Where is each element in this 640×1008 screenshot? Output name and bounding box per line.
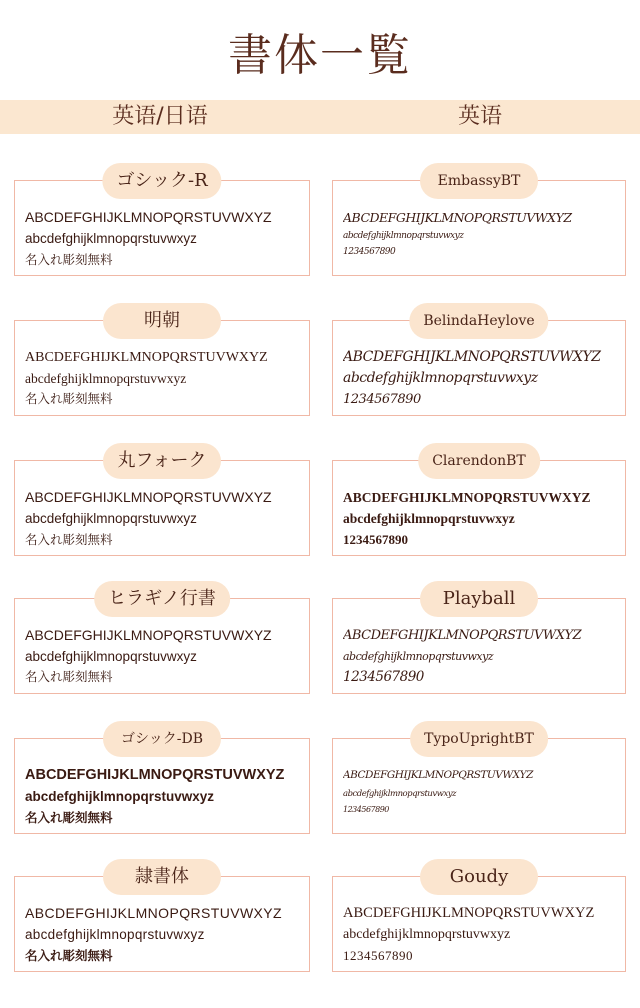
- font-card-playball: [332, 588, 626, 694]
- font-name-label: 明朝: [103, 303, 221, 339]
- sample-lowercase: abcdefghijklmnopqrstuvwxyz: [25, 511, 197, 526]
- font-card-hiragino-gyosho: [14, 588, 310, 694]
- sample-japanese: 名入れ彫刻無料: [25, 810, 113, 825]
- sample-uppercase: ABCDEFGHIJKLMNOPQRSTUVWXYZ: [25, 767, 285, 783]
- sample-digits: 1234567890: [343, 392, 421, 407]
- font-card-embassy-bt: [332, 173, 626, 276]
- sample-uppercase: ABCDEFGHIJKLMNOPQRSTUVWXYZ: [343, 628, 582, 643]
- sample-uppercase: ABCDEFGHIJKLMNOPQRSTUVWXYZ: [343, 490, 591, 505]
- sample-digits: 1234567890: [343, 247, 396, 257]
- sample-lowercase: abcdefghijklmnopqrstuvwxyz: [343, 650, 494, 663]
- sample-japanese: 名入れ彫刻無料: [25, 948, 113, 963]
- sample-lowercase: abcdefghijklmnopqrstuvwxyz: [343, 231, 464, 241]
- sample-uppercase: ABCDEFGHIJKLMNOPQRSTUVWXYZ: [343, 349, 601, 365]
- font-card-clarendon-bt: [332, 453, 626, 556]
- sample-lowercase: abcdefghijklmnopqrstuvwxyz: [25, 371, 187, 386]
- sample-lowercase: abcdefghijklmnopqrstuvwxyz: [343, 370, 538, 386]
- font-card-typo-upright-bt: [332, 731, 626, 834]
- font-card-gothic-db: [14, 731, 310, 834]
- sample-uppercase: ABCDEFGHIJKLMNOPQRSTUVWXYZ: [343, 769, 533, 781]
- font-name-label: TypoUprightBT: [410, 721, 548, 757]
- sample-uppercase: ABCDEFGHIJKLMNOPQRSTUVWXYZ: [343, 210, 572, 225]
- font-card-mincho: [14, 310, 310, 416]
- column-header-left: 英语/日语: [112, 104, 208, 129]
- sample-japanese: 名入れ彫刻無料: [25, 532, 113, 547]
- sample-digits: 1234567890: [343, 532, 408, 547]
- page-title: 書体一覧: [228, 30, 412, 81]
- font-name-label: BelindaHeylove: [409, 303, 548, 339]
- sample-digits: 1234567890: [343, 669, 424, 685]
- font-name-label: 隷書体: [103, 859, 221, 895]
- sample-lowercase: abcdefghijklmnopqrstuvwxyz: [343, 789, 457, 799]
- font-card-goudy: [332, 866, 626, 972]
- sample-lowercase: abcdefghijklmnopqrstuvwxyz: [25, 649, 197, 664]
- font-name-label: Playball: [420, 581, 538, 617]
- font-card-maru-folk: [14, 450, 310, 556]
- font-card-reisho: [14, 866, 310, 972]
- sample-lowercase: abcdefghijklmnopqrstuvwxyz: [25, 231, 197, 246]
- sample-uppercase: ABCDEFGHIJKLMNOPQRSTUVWXYZ: [343, 905, 595, 921]
- font-card-gothic-r: [14, 170, 310, 276]
- sample-lowercase: abcdefghijklmnopqrstuvwxyz: [343, 511, 515, 526]
- font-name-label: 丸フォーク: [103, 443, 221, 479]
- sample-digits: 1234567890: [343, 948, 413, 963]
- font-name-label: ゴシック-DB: [103, 721, 221, 757]
- font-name-label: ゴシック-R: [102, 163, 221, 199]
- sample-japanese: 名入れ彫刻無料: [25, 252, 113, 267]
- sample-digits: 1234567890: [343, 805, 389, 814]
- column-header-right: 英语: [457, 104, 502, 129]
- font-card-belinda-heylove: [332, 313, 626, 416]
- sample-lowercase: abcdefghijklmnopqrstuvwxyz: [25, 789, 215, 804]
- sample-japanese: 名入れ彫刻無料: [25, 392, 113, 406]
- sample-lowercase: abcdefghijklmnopqrstuvwxyz: [25, 927, 205, 942]
- sample-uppercase: ABCDEFGHIJKLMNOPQRSTUVWXYZ: [25, 627, 272, 643]
- sample-uppercase: ABCDEFGHIJKLMNOPQRSTUVWXYZ: [25, 350, 268, 365]
- sample-uppercase: ABCDEFGHIJKLMNOPQRSTUVWXYZ: [25, 905, 282, 921]
- sample-uppercase: ABCDEFGHIJKLMNOPQRSTUVWXYZ: [25, 209, 272, 225]
- font-name-label: EmbassyBT: [420, 163, 538, 199]
- font-name-label: ClarendonBT: [418, 443, 540, 479]
- sample-uppercase: ABCDEFGHIJKLMNOPQRSTUVWXYZ: [25, 489, 272, 505]
- sample-japanese: 名入れ彫刻無料: [25, 670, 113, 684]
- sample-lowercase: abcdefghijklmnopqrstuvwxyz: [343, 927, 511, 942]
- font-name-label: Goudy: [420, 859, 538, 895]
- font-name-label: ヒラギノ行書: [94, 581, 230, 617]
